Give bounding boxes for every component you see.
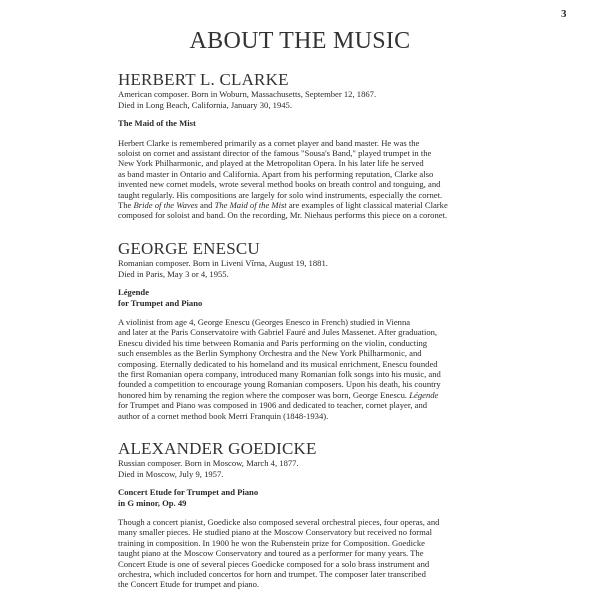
text-line: orchestra, which included concertos for horn and trumpet. The composer later transcribed: [118, 569, 426, 580]
text-line: invented new cornet models, wrote several method books on breath control and tonguing, and: [118, 179, 441, 190]
composer-bio: [118, 89, 518, 110]
text-line: composing. Eternally dedicated to his homeland and its musical enrichment, Enescu founded: [118, 358, 438, 369]
composer-name: ALEXANDER GOEDICKE: [118, 439, 317, 458]
text-line: New York Philharmonic, and played at the Metropolitan Opera. In his later life he served: [118, 158, 424, 169]
italic-title: Légende: [409, 389, 439, 400]
work-title: [118, 487, 518, 508]
section-enescu: [118, 240, 518, 421]
text-line: Enescu divided his time between Romania and Paris performing on the violin, conducting: [118, 337, 428, 348]
text-line: Concert Etude is one of several pieces Goedicke composed for a solo brass instrument and: [118, 558, 430, 569]
text-line: taught piano at the Moscow Conservatory and toured as a performer for many years. The: [118, 548, 424, 559]
text-line: composed for soloist and band. On the recording, Mr. Niehaus performs this piece on a coronet.: [118, 210, 448, 221]
text-line: [118, 390, 518, 400]
page-title: ABOUT THE MUSIC: [189, 28, 411, 54]
bio-line: American composer. Born in Woburn, Massachusetts, September 12, 1867.: [118, 89, 377, 99]
work-title: [118, 287, 518, 308]
text-line: soloist on cornet and assistant director of the famous "Sousa's Band," played trumpet in the: [118, 148, 432, 158]
work-line: in G minor, Op. 49: [118, 497, 187, 508]
composer-name: HERBERT L. CLARKE: [118, 70, 289, 89]
text-line: Though a concert pianist, Goedicke also composed several orchestral pieces, four operas, and: [118, 517, 440, 527]
text-line: and later at the Paris Conservatoire with Gabriel Fauré and Jules Massenet. After graduation,: [118, 327, 438, 338]
text: and: [197, 200, 215, 211]
text: are examples of light classical material Clarke: [286, 200, 448, 211]
work-line: for Trumpet and Piano: [118, 297, 203, 308]
description: [118, 517, 518, 590]
composer-bio: [118, 458, 518, 479]
text-line: founded a competition to encourage young Romanian composers. Upon his death, his country: [118, 379, 441, 390]
text: The: [118, 200, 134, 211]
text-line: many smaller pieces. He studied piano at the Moscow Conservatory but received no formal: [118, 527, 433, 538]
section-goedicke: [118, 440, 518, 590]
text-line: [118, 200, 518, 210]
text-line: as band master in Ontario and California. Apart from his performing reputation, Clarke also: [118, 168, 434, 179]
text-line: the Concert Etude for trumpet and piano.: [118, 579, 260, 590]
composer-name: GEORGE ENESCU: [118, 239, 260, 258]
description: [118, 317, 518, 421]
bio-line: Died in Paris, May 3 or 4, 1955.: [118, 268, 229, 279]
composer-bio: [118, 258, 518, 279]
italic-title: Bride of the Waves: [133, 200, 198, 211]
text-line: such ensembles as the Berlin Symphony Orchestra and the New York Philharmonic, and: [118, 348, 422, 359]
description: [118, 138, 518, 221]
work-line: Légende: [118, 287, 150, 298]
text: honored him by renaming the region where the composer was born, George Enescu.: [118, 389, 410, 400]
text-line: taught regularly. His compositions are largely for solo wind instruments, especially the cornet.: [118, 189, 443, 200]
work-line: Concert Etude for Trumpet and Piano: [118, 487, 259, 498]
text-line: training in composition. In 1900 he won the Rubenstein prize for Composition. Goedicke: [118, 537, 425, 548]
italic-title: The Maid of the Mist: [214, 200, 287, 211]
bio-line: Romanian composer. Born in Liveni Vîrna, August 19, 1881.: [118, 258, 328, 268]
section-clarke: [118, 71, 518, 221]
work-title: [118, 118, 518, 128]
work-line: The Maid of the Mist: [118, 118, 196, 129]
bio-line: Died in Long Beach, California, January 30, 1945.: [118, 99, 292, 110]
page-number: 3: [561, 8, 567, 20]
text-line: author of a cornet method book Merri Franquin (1848-1934).: [118, 410, 329, 421]
text-line: the first Romanian opera company, introduced many Romanian folk songs into his music, and: [118, 369, 441, 380]
text-line: Herbert Clarke is remembered primarily as a cornet player and band master. He was the: [118, 137, 420, 148]
text-line: A violinist from age 4, George Enescu (Georges Enesco in French) studied in Vienna: [118, 317, 411, 327]
bio-line: Died in Moscow, July 9, 1957.: [118, 468, 224, 479]
text-line: for Trumpet and Piano was composed in 1906 and dedicated to teacher, cornet player, and: [118, 400, 428, 411]
bio-line: Russian composer. Born in Moscow, March 4, 1877.: [118, 458, 299, 468]
